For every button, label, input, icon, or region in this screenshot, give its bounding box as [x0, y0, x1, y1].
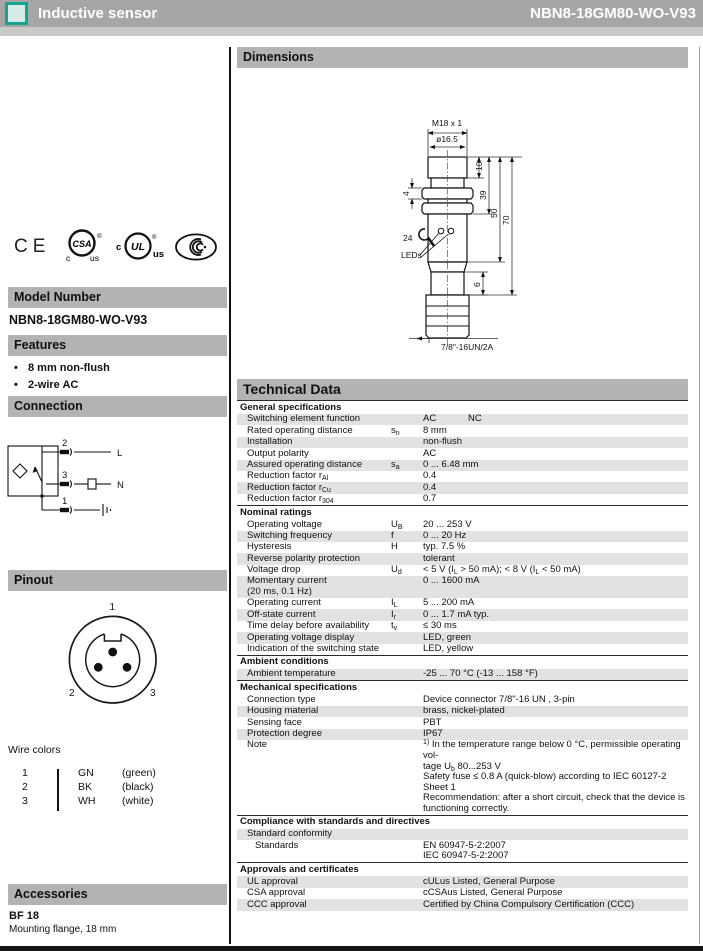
thread-label: M18 x 1 [431, 118, 463, 128]
diameter-label: ø16.5 [436, 134, 458, 144]
pinout-diagram [8, 598, 220, 710]
dim-39-label: 39 [478, 190, 488, 200]
cul-us-logo-icon [115, 230, 163, 264]
right-edge-rule [699, 47, 700, 944]
accessory-name: BF 18 [9, 910, 39, 922]
tech-row: Housing material brass, nickel-plated [237, 706, 688, 717]
csa-logo-icon [62, 228, 104, 266]
connection-line-label: L [117, 448, 123, 459]
connection-pin1-label: 1 [62, 496, 68, 507]
dim-4-label: 4 [401, 191, 411, 196]
model-number-value: NBN8-18GM80-WO-V93 [9, 313, 148, 327]
tech-row: Assured operating distance $s_a$ 0 ... 6.48 mm [237, 460, 688, 471]
section-technical-data: Technical Data [237, 379, 688, 400]
ce-mark-icon: CE [14, 236, 51, 257]
svg-text:c: c [115, 242, 122, 253]
tech-row: Connection type Device connector 7/8"-16 UN , 3-pin [247, 693, 575, 705]
wire-color-row: 1 GN (green) [22, 767, 156, 779]
tech-row: Momentary current (20 ms, 0.1 Hz) 0 ... 1600 mA [237, 576, 688, 598]
tech-row: Note $^{1)}$ In the temperature range below 0 °C, permissible operating vol- tage $U_b$ 80...253 V Safety fuse ≤ 0.8 A (quick-blow) according to IEC 60127-2 Sheet 1 Recommendation: after a short circuit, check that the device is functioning correctly. [247, 739, 685, 814]
section-model-number: Model Number [8, 287, 227, 308]
header [0, 0, 703, 27]
section-features: Features [8, 335, 227, 356]
wire-color-row: 2 BK (black) [22, 781, 154, 793]
pinout-pin2-label: 2 [69, 688, 75, 699]
leds-label: LEDs [401, 250, 422, 260]
tech-group-heading: Nominal ratings [237, 505, 688, 519]
tech-group-heading: Ambient conditions [237, 655, 688, 669]
tech-row: Reduction factor $r_{Cu}$ 0.4 [237, 482, 688, 493]
svg-text:c: c [65, 253, 70, 263]
tech-row: Operating voltage $U_B$ 20 ... 253 V [247, 518, 472, 531]
section-accessories: Accessories [8, 884, 227, 905]
svg-text:®: ® [151, 235, 157, 241]
svg-text:us: us [152, 249, 164, 260]
connection-pin2-label: 2 [62, 438, 68, 449]
tech-row: Operating voltage display LED, green [237, 632, 688, 643]
tech-row: CSA approval cCSAus Listed, General Purpose [247, 887, 563, 899]
column-divider [229, 47, 231, 944]
tech-row: Reverse polarity protection tolerant [237, 553, 688, 564]
tech-row: Installation non-flush [237, 437, 688, 448]
brand-icon [5, 2, 28, 25]
tech-row: Reduction factor $r_{304}$ 0.7 [247, 493, 437, 506]
connector-thread-label: 7/8"-16UN/2A [441, 342, 494, 352]
tech-row: Sensing face PBT [247, 716, 442, 728]
tech-group-heading: Mechanical specifications [237, 680, 688, 694]
wire-colors-block [8, 744, 222, 808]
tech-group-heading: General specifications [237, 400, 688, 414]
tech-row: Operating current $I_L$ 5 ... 200 mA [247, 597, 475, 610]
tech-row: Time delay before availability $t_v$ ≤ 30 ms [247, 620, 457, 633]
tech-group-heading: Approvals and certificates [237, 862, 688, 876]
tech-row: Switching frequency f 0 ... 20 Hz [237, 531, 688, 542]
ccc-logo-icon [174, 232, 218, 262]
feature-item: • 2-wire AC [14, 379, 79, 391]
svg-text:®: ® [96, 233, 102, 240]
tech-row: Hysteresis H typ. 7.5 % [247, 541, 466, 553]
bullet-icon: • [14, 379, 18, 391]
tech-row: Off-state current $I_r$ 0 ... 1.7 mA typ. [237, 609, 688, 620]
page-footer-rule [0, 946, 703, 951]
svg-text:CSA: CSA [72, 239, 92, 249]
pinout-pin1-label: 1 [109, 602, 116, 613]
dim-70-label: 70 [501, 215, 511, 225]
tech-row: Protection degree IP67 [237, 729, 688, 740]
tech-row: Output polarity AC [247, 447, 437, 459]
section-pinout: Pinout [8, 570, 227, 591]
tech-row: Standard conformity [237, 829, 688, 840]
connection-diagram [6, 438, 176, 552]
tech-row: Indication of the switching state LED, yellow [247, 642, 474, 654]
wire-colors-table [8, 766, 222, 808]
accessory-description: Mounting flange, 18 mm [9, 924, 117, 935]
dim-50-label: 50 [489, 208, 499, 218]
tech-row: Ambient temperature -25 ... 70 °C (-13 ... 158 °F) [237, 669, 688, 680]
wire-colors-title: Wire colors [8, 744, 61, 756]
tech-row: UL approval cULus Listed, General Purpose [237, 876, 688, 887]
dim-6-label: 6 [472, 282, 482, 287]
wrench-size-label: 24 [403, 233, 413, 243]
tech-row: Switching element function AC NC [237, 414, 688, 425]
technical-data-table [237, 400, 688, 911]
tech-row: Voltage drop $U_d$ < 5 V ($I_L > 50$ mA); < 8 V ($I_L < 50$ mA) [247, 564, 581, 577]
certification-logos [8, 226, 224, 268]
svg-text:UL: UL [130, 241, 145, 253]
wire-color-row: 3 WH (white) [22, 795, 154, 807]
tech-row: Standards EN 60947-5-2:2007 IEC 60947-5-2:2007 [255, 839, 509, 862]
wire-colors-divider [57, 769, 59, 811]
tech-row: Reduction factor $r_{Al}$ 0.4 [247, 470, 437, 483]
connection-pin3-label: 3 [62, 470, 68, 481]
section-dimensions: Dimensions [237, 47, 688, 68]
bullet-icon: • [14, 362, 18, 374]
dim-10-label: 10 [474, 161, 484, 171]
header-model-number: NBN8-18GM80-WO-V93 [530, 5, 696, 22]
connection-neutral-label: N [117, 480, 124, 491]
pinout-pin3-label: 3 [150, 688, 156, 699]
tech-group-heading: Compliance with standards and directives [237, 815, 688, 829]
section-connection: Connection [8, 396, 227, 417]
page-title: Inductive sensor [38, 5, 158, 22]
header-substrip [0, 27, 703, 36]
tech-row: Rated operating distance $s_n$ 8 mm [247, 424, 447, 437]
dimension-drawing [395, 110, 695, 362]
tech-row: CCC approval Certified by China Compulsory Certification (CCC) [237, 899, 688, 910]
svg-text:us: us [89, 253, 99, 263]
feature-item: • 8 mm non-flush [14, 362, 110, 374]
